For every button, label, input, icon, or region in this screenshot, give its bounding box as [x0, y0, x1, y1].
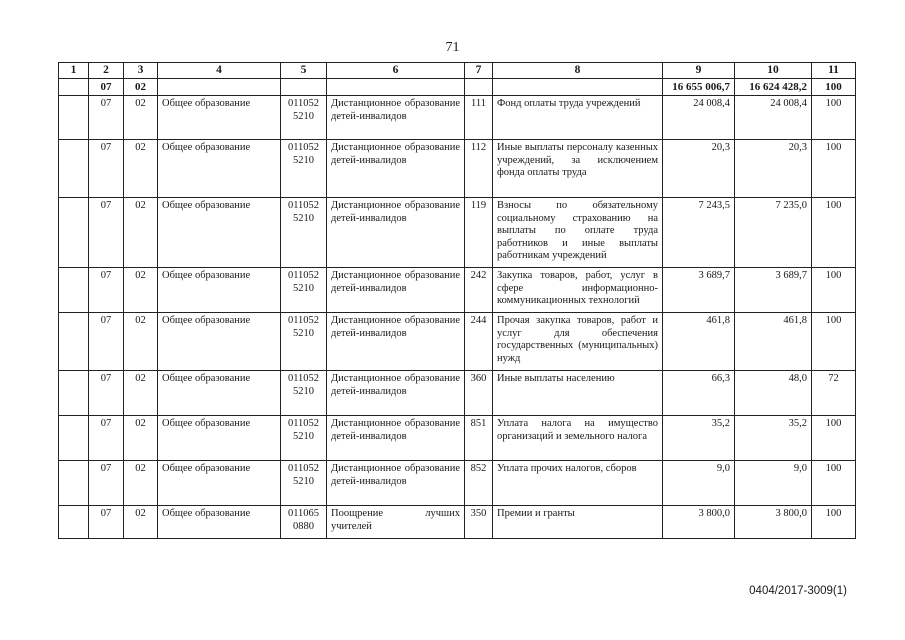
executed-amount-cell: 20,3 — [735, 140, 812, 198]
table-row — [59, 140, 856, 198]
program-cell: Дистанционное образование детей-инвалидов — [327, 313, 465, 371]
target-article-cell: 011065 0880 — [281, 506, 327, 539]
percent-cell: 100 — [812, 461, 856, 506]
expense-type-cell: 112 — [465, 140, 493, 198]
planned-amount-cell: 3 800,0 — [663, 506, 735, 539]
expense-type-cell: 360 — [465, 371, 493, 416]
total-section: 07 — [89, 78, 124, 96]
empty-cell — [59, 313, 89, 371]
program-cell: Дистанционное образование детей-инвалидов — [327, 268, 465, 313]
total-cell-7 — [465, 78, 493, 96]
planned-amount-cell: 35,2 — [663, 416, 735, 461]
expense-type-cell: 851 — [465, 416, 493, 461]
name-cell: Общее образование — [158, 96, 281, 140]
expense-name-cell: Иные выплаты персоналу казенных учреждений, за исключением фонда оплаты труда — [493, 140, 663, 198]
header-cell: 6 — [327, 63, 465, 79]
table-row — [59, 268, 856, 313]
budget-table — [58, 62, 856, 539]
executed-amount-cell: 35,2 — [735, 416, 812, 461]
header-cell: 5 — [281, 63, 327, 79]
program-cell: Дистанционное образование детей-инвалидов — [327, 371, 465, 416]
table-row — [59, 506, 856, 539]
total-cell-4 — [158, 78, 281, 96]
program-cell: Дистанционное образование детей-инвалидов — [327, 416, 465, 461]
expense-type-cell: 119 — [465, 198, 493, 268]
planned-amount-cell: 20,3 — [663, 140, 735, 198]
target-article-cell: 011052 5210 — [281, 268, 327, 313]
name-cell: Общее образование — [158, 313, 281, 371]
program-cell: Поощрение лучших учителей — [327, 506, 465, 539]
executed-amount-cell: 3 800,0 — [735, 506, 812, 539]
expense-name-cell: Взносы по обязательному социальному страхованию на выплаты по оплате труда работников и иные выплаты работникам учреждений — [493, 198, 663, 268]
percent-cell: 100 — [812, 96, 856, 140]
table-row — [59, 416, 856, 461]
target-article-cell: 011052 5210 — [281, 198, 327, 268]
expense-type-cell: 350 — [465, 506, 493, 539]
header-cell: 1 — [59, 63, 89, 79]
planned-amount-cell: 66,3 — [663, 371, 735, 416]
subsection-cell: 02 — [124, 461, 158, 506]
section-cell: 07 — [89, 198, 124, 268]
percent-cell: 100 — [812, 140, 856, 198]
program-cell: Дистанционное образование детей-инвалидов — [327, 198, 465, 268]
header-cell: 3 — [124, 63, 158, 79]
expense-name-cell: Прочая закупка товаров, работ и услуг для обеспечения государственных (муниципальных) нужд — [493, 313, 663, 371]
total-cell-1 — [59, 78, 89, 96]
subsection-cell: 02 — [124, 96, 158, 140]
expense-name-cell: Премии и гранты — [493, 506, 663, 539]
percent-cell: 100 — [812, 416, 856, 461]
header-cell: 8 — [493, 63, 663, 79]
table-row — [59, 461, 856, 506]
percent-cell: 72 — [812, 371, 856, 416]
page-number: 71 — [445, 40, 460, 55]
empty-cell — [59, 506, 89, 539]
program-cell: Дистанционное образование детей-инвалидов — [327, 140, 465, 198]
header-cell: 7 — [465, 63, 493, 79]
header-row — [59, 63, 856, 79]
header-cell: 10 — [735, 63, 812, 79]
expense-name-cell: Иные выплаты населению — [493, 371, 663, 416]
subsection-cell: 02 — [124, 416, 158, 461]
percent-cell: 100 — [812, 198, 856, 268]
total-executed: 16 624 428,2 — [735, 78, 812, 96]
section-cell: 07 — [89, 416, 124, 461]
planned-amount-cell: 9,0 — [663, 461, 735, 506]
target-article-cell: 011052 5210 — [281, 461, 327, 506]
subsection-cell: 02 — [124, 313, 158, 371]
table-row — [59, 313, 856, 371]
subsection-cell: 02 — [124, 506, 158, 539]
subsection-cell: 02 — [124, 268, 158, 313]
percent-cell: 100 — [812, 268, 856, 313]
total-row — [59, 78, 856, 96]
section-cell: 07 — [89, 506, 124, 539]
expense-name-cell: Уплата налога на имущество организаций и земельного налога — [493, 416, 663, 461]
header-cell: 11 — [812, 63, 856, 79]
executed-amount-cell: 3 689,7 — [735, 268, 812, 313]
empty-cell — [59, 268, 89, 313]
name-cell: Общее образование — [158, 461, 281, 506]
planned-amount-cell: 7 243,5 — [663, 198, 735, 268]
empty-cell — [59, 96, 89, 140]
subsection-cell: 02 — [124, 371, 158, 416]
header-cell: 4 — [158, 63, 281, 79]
section-cell: 07 — [89, 268, 124, 313]
empty-cell — [59, 461, 89, 506]
planned-amount-cell: 461,8 — [663, 313, 735, 371]
planned-amount-cell: 24 008,4 — [663, 96, 735, 140]
document-code: 0404/2017-3009(1) — [749, 585, 847, 597]
name-cell: Общее образование — [158, 371, 281, 416]
executed-amount-cell: 9,0 — [735, 461, 812, 506]
percent-cell: 100 — [812, 313, 856, 371]
section-cell: 07 — [89, 461, 124, 506]
expense-type-cell: 242 — [465, 268, 493, 313]
table-row — [59, 96, 856, 140]
name-cell: Общее образование — [158, 506, 281, 539]
empty-cell — [59, 416, 89, 461]
section-cell: 07 — [89, 96, 124, 140]
header-cell: 9 — [663, 63, 735, 79]
section-cell: 07 — [89, 140, 124, 198]
total-cell-6 — [327, 78, 465, 96]
total-percent: 100 — [812, 78, 856, 96]
total-subsection: 02 — [124, 78, 158, 96]
name-cell: Общее образование — [158, 416, 281, 461]
expense-type-cell: 111 — [465, 96, 493, 140]
target-article-cell: 011052 5210 — [281, 140, 327, 198]
planned-amount-cell: 3 689,7 — [663, 268, 735, 313]
name-cell: Общее образование — [158, 198, 281, 268]
executed-amount-cell: 461,8 — [735, 313, 812, 371]
expense-name-cell: Фонд оплаты труда учреждений — [493, 96, 663, 140]
expense-name-cell: Закупка товаров, работ, услуг в сфере информационно-коммуникационных технологий — [493, 268, 663, 313]
name-cell: Общее образование — [158, 268, 281, 313]
target-article-cell: 011052 5210 — [281, 416, 327, 461]
target-article-cell: 011052 5210 — [281, 96, 327, 140]
name-cell: Общее образование — [158, 140, 281, 198]
target-article-cell: 011052 5210 — [281, 371, 327, 416]
expense-type-cell: 852 — [465, 461, 493, 506]
table-row — [59, 371, 856, 416]
empty-cell — [59, 140, 89, 198]
total-cell-8 — [493, 78, 663, 96]
executed-amount-cell: 7 235,0 — [735, 198, 812, 268]
executed-amount-cell: 24 008,4 — [735, 96, 812, 140]
empty-cell — [59, 371, 89, 416]
section-cell: 07 — [89, 371, 124, 416]
expense-type-cell: 244 — [465, 313, 493, 371]
header-cell: 2 — [89, 63, 124, 79]
subsection-cell: 02 — [124, 198, 158, 268]
percent-cell: 100 — [812, 506, 856, 539]
table-row — [59, 198, 856, 268]
expense-name-cell: Уплата прочих налогов, сборов — [493, 461, 663, 506]
target-article-cell: 011052 5210 — [281, 313, 327, 371]
executed-amount-cell: 48,0 — [735, 371, 812, 416]
program-cell: Дистанционное образование детей-инвалидов — [327, 461, 465, 506]
section-cell: 07 — [89, 313, 124, 371]
total-cell-5 — [281, 78, 327, 96]
total-planned: 16 655 006,7 — [663, 78, 735, 96]
program-cell: Дистанционное образование детей-инвалидов — [327, 96, 465, 140]
empty-cell — [59, 198, 89, 268]
subsection-cell: 02 — [124, 140, 158, 198]
